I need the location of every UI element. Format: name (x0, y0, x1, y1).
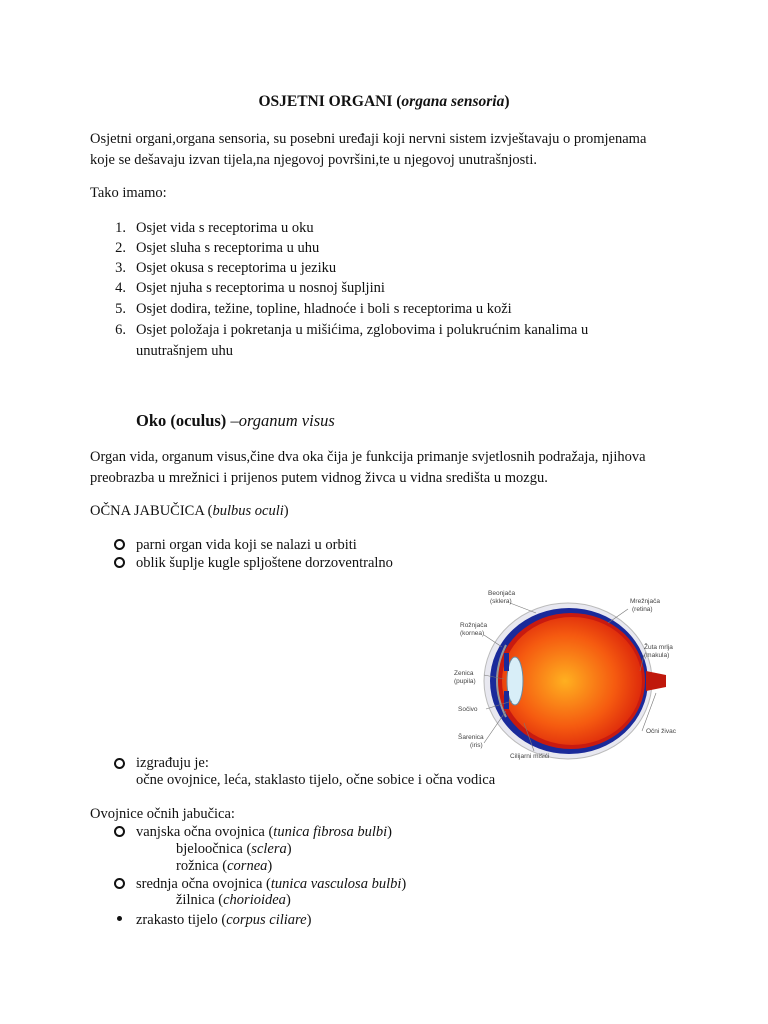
label-zuta-mrlja: Žuta mrlja (644, 644, 673, 651)
organ-vida-line-1: Organ vida, organum visus,čine dva oka čija je funkcija primanje svjetlosnih podražaja, njihova (90, 449, 646, 465)
list-item: 1. Osjet vida s receptorima u oku (115, 220, 314, 236)
bullet-item-zrakasto: zrakasto tijelo (corpus ciliare) (136, 912, 312, 928)
iris-upper-shape (504, 653, 509, 671)
list-item: 4. Osjet njuha s receptorima u nosnoj šupljini (115, 280, 385, 296)
label-ocni-zivac: Očni živac (646, 728, 676, 735)
circle-bullet-icon (114, 878, 125, 889)
list-item: 3. Osjet okusa s receptorima u jeziku (115, 260, 337, 276)
label-iris: (iris) (470, 742, 483, 749)
label-retina: (retina) (632, 606, 653, 613)
bullet-item-srednja: srednja očna ovojnica (tunica vasculosa bulbi) (136, 876, 407, 892)
bullet-item: oblik šuplje kugle spljoštene dorzoventralno (136, 555, 393, 571)
circle-bullet-icon (114, 758, 125, 769)
label-mreznjaca: Mrežnjača (630, 598, 660, 605)
bullet-item-izgradjuju: izgrađuju je: (136, 755, 209, 771)
circle-bullet-icon (114, 539, 125, 550)
label-cilijarni: Cilijarni mišići (510, 753, 550, 760)
section-heading-oko: Oko (oculus) –organum visus (136, 411, 335, 430)
label-roznjaca: Rožnjača (460, 622, 488, 629)
label-beonjaca: Beonjača (488, 590, 516, 597)
izgradjuju-text: očne ovojnice, leća, staklasto tijelo, očne sobice i očna vodica (136, 772, 496, 788)
sub-item-roznica: rožnica (cornea) (176, 858, 273, 874)
intro-line-2: koje se dešavaju izvan tijela,na njegovoj površini,te u njegovoj unutrašnjosti. (90, 152, 537, 168)
sub-item-zilnica: žilnica (chorioidea) (176, 892, 291, 908)
label-pupila: (pupila) (454, 678, 476, 685)
bullet-item-vanjska: vanjska očna ovojnica (tunica fibrosa bulbi) (136, 824, 392, 840)
label-kornea: (kornea) (460, 630, 485, 637)
bullet-dot-icon (117, 916, 122, 921)
iris-lower-shape (504, 691, 509, 709)
organ-vida-line-2: preobrazba u mrežnici i prijenos putem vidnog živca u vidna središta u mozgu. (90, 470, 548, 486)
lens-shape (507, 657, 523, 705)
sub-item-bjeloocnica: bjeloočnica (sclera) (176, 841, 292, 857)
label-zenica: Zenica (454, 670, 474, 677)
circle-bullet-icon (114, 557, 125, 568)
bullet-item: parni organ vida koji se nalazi u orbiti (136, 537, 357, 553)
ovojnice-heading: Ovojnice očnih jabučica: (90, 806, 235, 822)
eye-anatomy-diagram (448, 583, 708, 768)
optic-nerve-shape (646, 671, 666, 691)
page-title: OSJETNI ORGANI (organa sensoria) (258, 93, 510, 110)
list-item: 6. Osjet položaja i pokretanja u mišićima, zglobovima i polukrućnim kanalima u (115, 322, 589, 338)
label-makula: (makula) (644, 652, 670, 659)
ocna-jabucica-heading: OČNA JABUČICA (bulbus oculi) (90, 503, 289, 519)
list-item-continuation: unutrašnjem uhu (136, 343, 234, 359)
list-item: 2. Osjet sluha s receptorima u uhu (115, 240, 320, 256)
label-sklera: (sklera) (490, 598, 512, 605)
label-sarenica: Šarenica (458, 734, 484, 741)
intro-line-1: Osjetni organi,organa sensoria, su posebni uređaji koji nervni sistem izvještavaju o promjenama (90, 131, 647, 147)
list-item: 5. Osjet dodira, težine, topline, hladnoće i boli s receptorima u koži (115, 301, 512, 317)
circle-bullet-icon (114, 826, 125, 837)
tako-imamo: Tako imamo: (90, 185, 167, 201)
label-socivo: Sočivo (458, 706, 478, 713)
